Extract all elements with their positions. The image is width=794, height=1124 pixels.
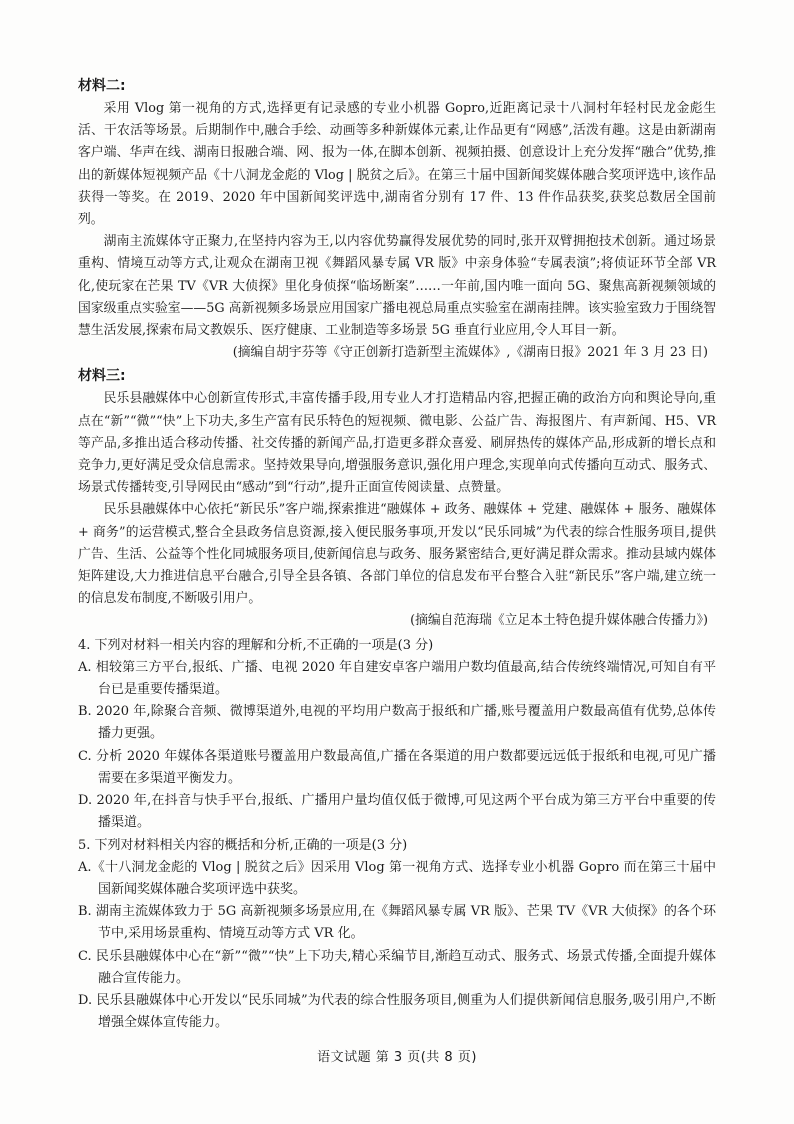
- material-2-paragraph-1: 采用 Vlog 第一视角的方式,选择更有记录感的专业小机器 Gopro,近距离记录十八洞村年轻村民龙金彪生活、干农活等场景。后期制作中,融合手绘、动画等多种新媒体元素,让作品更有“网感”,活泼有趣。这是由新湖南客户端、华声在线、湖南日报融合端、网、报为一体,在脚本创新、视频拍摄、创意设计上充分发挥“融合”优势,推出的新媒体短视频产品《十八洞龙金彪的 Vlog | 脱贫之后》。在第三十届中国新闻奖媒体融合奖项评选中,该作品获得一等奖。在 2019、2020 年中国新闻奖评选中,湖南省分别有 17 件、13 件作品获奖,获奖总数居全国前列。: [78, 101, 716, 228]
- question-4-option-b: B. 2020 年,除聚合音频、微博渠道外,电视的平均用户数高于报纸和广播,账号覆盖用户数最高值有优势,总体传播力更强。: [78, 704, 716, 742]
- page-footer: 语文试题 第 3 页(共 8 页): [317, 1050, 477, 1065]
- question-4-option-a: A. 相较第三方平台,报纸、广播、电视 2020 年自建安卓客户端用户数均值最高,结合传统终端情况,可知自有平台已是重要传播渠道。: [78, 659, 716, 698]
- question-5-stem: 5. 下列对材料相关内容的概括和分析,正确的一项是(3 分): [78, 837, 408, 853]
- material-2-paragraph-2: 湖南主流媒体守正聚力,在坚持内容为王,以内容优势赢得发展优势的同时,张开双臂拥抱技术创新。通过场景重构、情境互动等方式,让观众在湖南卫视《舞蹈风暴专属 VR 版》中亲身体验“专属表演”;将侦证环节全部 VR 化,使玩家在芒果 TV《VR 大侦探》里化身侦探“临场断案”……一年前,国内唯一面向 5G、聚焦高新视频领域的国家级重点实验室——5G 高新视频多场景应用国家广播电视总局重点实验室在湖南挂牌。该实验室致力于围绕智慧生活发展,探索布局文教娱乐、医疗健康、工业制造等多场景 5G 垂直行业应用,令人耳目一新。: [78, 234, 716, 339]
- material-3-source: (摘编自范海瑞《立足本土特色提升媒体融合传播力》): [410, 613, 708, 629]
- question-5-option-a: A.《十八洞龙金彪的 Vlog | 脱贫之后》因采用 Vlog 第一视角方式、选择专业小机器 Gopro 而在第三十届中国新闻奖媒体融合奖项评选中获奖。: [78, 859, 716, 897]
- question-4-option-c: C. 分析 2020 年媒体各渠道账号覆盖用户数最高值,广播在各渠道的用户数都要远远低于报纸和电视,可见广播需要在多渠道平衡发力。: [78, 748, 716, 786]
- question-5-option-d: D. 民乐县融媒体中心开发以“民乐同城”为代表的综合性服务项目,侧重为人们提供新闻信息服务,吸引用户,不断增强全媒体宣传能力。: [78, 992, 716, 1031]
- material-3-paragraph-1: 民乐县融媒体中心创新宣传形式,丰富传播手段,用专业人才打造精品内容,把握正确的政治方向和舆论导向,重点在“新”“微”“快”上下功夫,多生产富有民乐特色的短视频、微电影、公益广告、海报图片、有声新闻、H5、VR 等产品,多推出适合移动传播、社交传播的新闻产品,打造更多群众喜爱、刷屏热传的媒体产品,形成新的增长点和竞争力,更好满足受众信息需求。坚持效果导向,增强服务意识,强化用户理念,实现单向式传播向互动式、服务式、场景式传播转变,引导网民由“感动”到“行动”,提升正面宣传阅读量、点赞量。: [78, 391, 716, 496]
- material-3-paragraph-2: 民乐县融媒体中心依托“新民乐”客户端,探索推进“融媒体 + 政务、融媒体 + 党建、融媒体 + 服务、融媒体 + 商务”的运营模式,整合全县政务信息资源,接入便民服务事项,开发以“民乐同城”为代表的综合性服务项目,提供广告、生活、公益等个性化同城服务项目,使新闻信息与政务、服务紧密结合,更好满足群众需求。推动县域内媒体矩阵建设,大力推进信息平台融合,引导全县各镇、各部门单位的信息发布平台整合入驻“新民乐”客户端,建立统一的信息发布制度,不断吸引用户。: [78, 502, 716, 607]
- question-4-option-d: D. 2020 年,在抖音与快手平台,报纸、广播用户量均值仅低于微博,可见这两个平台成为第三方平台中重要的传播渠道。: [78, 793, 716, 831]
- material-2-source: (摘编自胡宇芬等《守正创新打造新型主流媒体》,《湖南日报》2021 年 3 月 23 日): [232, 345, 708, 361]
- question-5-option-b: B. 湖南主流媒体致力于 5G 高新视频多场景应用,在《舞蹈风暴专属 VR 版》、芒果 TV《VR 大侦探》的各个环节中,采用场景重构、情境互动等方式 VR 化。: [78, 904, 716, 942]
- material-3-title: 材料三:: [78, 368, 126, 385]
- question-4-stem: 4. 下列对材料一相关内容的理解和分析,不正确的一项是(3 分): [78, 637, 434, 653]
- material-2-title: 材料二:: [78, 78, 126, 94]
- question-5-option-c: C. 民乐县融媒体中心在“新”“微”“快”上下功夫,精心采编节目,渐趋互动式、服务式、场景式传播,全面提升媒体融合宣传能力。: [78, 948, 716, 986]
